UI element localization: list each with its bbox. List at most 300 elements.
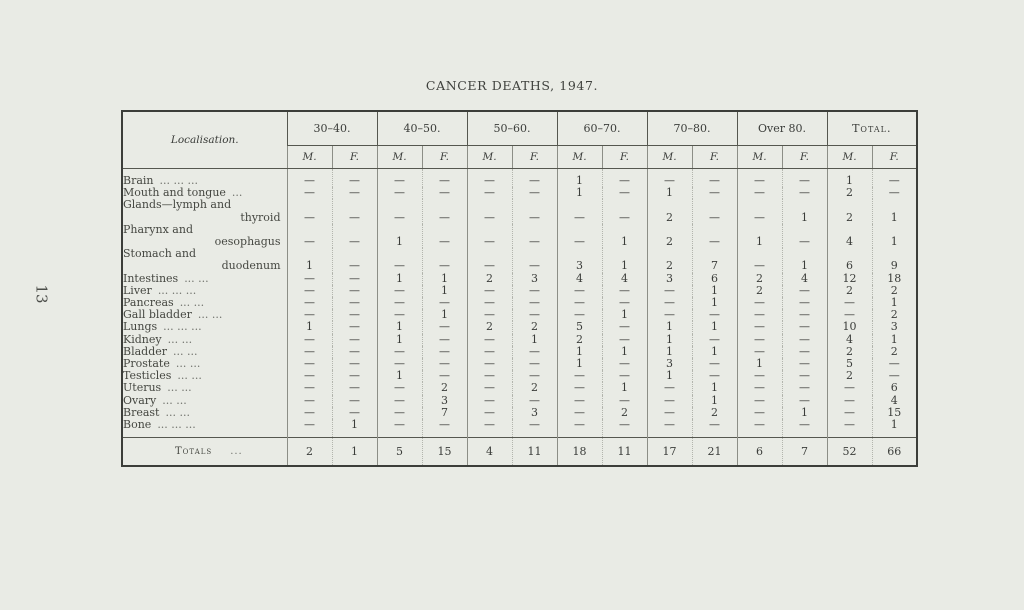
table-cell: — xyxy=(782,187,827,199)
table-cell: 4 xyxy=(827,334,872,346)
table-cell: 1 xyxy=(647,334,692,346)
table-cell: — xyxy=(737,169,782,188)
table-cell: — xyxy=(782,419,827,438)
table-cell: — xyxy=(467,224,512,248)
table-cell: — xyxy=(332,224,377,248)
table-cell: 5 xyxy=(827,358,872,370)
table-cell: — xyxy=(377,297,422,309)
table-cell: 4 xyxy=(872,395,917,407)
table-cell: 2 xyxy=(647,199,692,223)
table-cell: — xyxy=(332,169,377,188)
table-cell: — xyxy=(467,407,512,419)
table-cell: — xyxy=(512,370,557,382)
table-cell: 1 xyxy=(377,370,422,382)
table-cell: — xyxy=(647,297,692,309)
table-cell: 10 xyxy=(827,321,872,333)
table-cell: — xyxy=(332,273,377,285)
table-cell: — xyxy=(332,407,377,419)
table-cell: — xyxy=(557,224,602,248)
table-cell: — xyxy=(467,419,512,438)
table-cell: — xyxy=(377,285,422,297)
table-cell: 1 xyxy=(557,358,602,370)
table-cell: 2 xyxy=(467,321,512,333)
row-label-text: Bladder xyxy=(123,344,168,358)
table-cell: — xyxy=(647,382,692,394)
leader-dots: ... ... xyxy=(162,393,187,407)
table-cell: — xyxy=(377,382,422,394)
table-cell: — xyxy=(827,407,872,419)
sex-header: M. xyxy=(287,146,332,169)
table-cell: — xyxy=(332,370,377,382)
row-label-text: Bone xyxy=(123,418,152,432)
table-cell: — xyxy=(602,169,647,188)
table-cell: — xyxy=(602,285,647,297)
table-cell: — xyxy=(872,187,917,199)
table-cell: — xyxy=(512,199,557,223)
table-row xyxy=(122,358,917,370)
table-cell: — xyxy=(467,346,512,358)
table-cell: — xyxy=(332,346,377,358)
age-group-header: 50–60. xyxy=(467,111,557,146)
table-row xyxy=(122,334,917,346)
table-cell: 1 xyxy=(737,358,782,370)
table-cell: — xyxy=(557,407,602,419)
table-cell: — xyxy=(737,395,782,407)
total-cell: 21 xyxy=(692,438,737,467)
table-cell: — xyxy=(332,382,377,394)
table-cell: 1 xyxy=(602,346,647,358)
table-cell: 4 xyxy=(602,273,647,285)
sex-header: M. xyxy=(737,146,782,169)
table-row xyxy=(122,309,917,321)
table-cell: 1 xyxy=(692,321,737,333)
table-cell: — xyxy=(737,334,782,346)
table-cell: — xyxy=(647,407,692,419)
table-cell: — xyxy=(737,346,782,358)
table-cell: — xyxy=(557,382,602,394)
table-cell: — xyxy=(647,169,692,188)
table-cell: — xyxy=(647,395,692,407)
table-cell: — xyxy=(377,395,422,407)
table-row xyxy=(122,321,917,333)
row-label-text: Stomach and xyxy=(123,247,196,261)
table-cell: — xyxy=(377,407,422,419)
row-label-text: Liver xyxy=(123,283,152,297)
table-cell: — xyxy=(287,419,332,438)
row-label-text: Breast xyxy=(123,405,160,419)
table-cell: — xyxy=(692,199,737,223)
table-cell: — xyxy=(872,370,917,382)
table-row xyxy=(122,248,917,272)
table-cell: — xyxy=(737,187,782,199)
table-cell: — xyxy=(377,248,422,272)
table-cell: 2 xyxy=(827,199,872,223)
table-row xyxy=(122,297,917,309)
table-cell: — xyxy=(782,321,827,333)
leader-dots: ... ... xyxy=(179,296,205,310)
table-cell: 9 xyxy=(872,248,917,272)
table-cell: — xyxy=(377,358,422,370)
table-cell: 1 xyxy=(557,346,602,358)
total-cell: 11 xyxy=(602,438,647,467)
table-cell: — xyxy=(422,346,467,358)
table-cell: 2 xyxy=(827,346,872,358)
table-cell: — xyxy=(332,321,377,333)
table-cell: 1 xyxy=(557,187,602,199)
table-cell: 1 xyxy=(647,346,692,358)
row-label-text: Testicles xyxy=(123,369,172,383)
table-cell: — xyxy=(287,395,332,407)
table-cell: — xyxy=(782,370,827,382)
table-cell: 1 xyxy=(782,407,827,419)
table-cell: 1 xyxy=(782,199,827,223)
table-cell: 2 xyxy=(827,285,872,297)
cancer-deaths-table xyxy=(121,110,918,467)
table-cell: — xyxy=(512,346,557,358)
table-cell: — xyxy=(557,285,602,297)
table-cell: — xyxy=(737,248,782,272)
table-cell: — xyxy=(782,395,827,407)
row-label xyxy=(122,169,287,188)
table-cell: 3 xyxy=(647,358,692,370)
age-group-header: 40–50. xyxy=(377,111,467,146)
table-cell: — xyxy=(602,297,647,309)
total-cell: 6 xyxy=(737,438,782,467)
table-cell: 1 xyxy=(872,419,917,438)
table-cell: — xyxy=(467,285,512,297)
sex-header: F. xyxy=(602,146,647,169)
table-cell: 1 xyxy=(422,273,467,285)
table-cell: 4 xyxy=(782,273,827,285)
table-cell: — xyxy=(467,382,512,394)
table-cell: 1 xyxy=(692,395,737,407)
leader-dots: ... ... ... xyxy=(157,418,196,432)
table-cell: 6 xyxy=(692,273,737,285)
table-cell: 1 xyxy=(422,309,467,321)
table-cell: — xyxy=(557,370,602,382)
table-cell: 1 xyxy=(377,273,422,285)
table-cell: — xyxy=(782,334,827,346)
table-cell: — xyxy=(782,358,827,370)
table-cell: 1 xyxy=(287,248,332,272)
table-cell: — xyxy=(287,309,332,321)
total-cell: 17 xyxy=(647,438,692,467)
table-cell: — xyxy=(287,334,332,346)
table-cell: — xyxy=(692,309,737,321)
table-cell: — xyxy=(692,224,737,248)
row-label xyxy=(122,224,287,248)
table-cell: 2 xyxy=(737,285,782,297)
total-cell: 18 xyxy=(557,438,602,467)
table-cell: — xyxy=(332,395,377,407)
table-cell: 1 xyxy=(377,334,422,346)
row-label-text: Ovary xyxy=(123,393,157,407)
table-cell: 1 xyxy=(872,297,917,309)
table-cell: — xyxy=(512,297,557,309)
table-cell: — xyxy=(422,199,467,223)
table-cell: 2 xyxy=(422,382,467,394)
localisation-header: Localisation. xyxy=(122,111,287,169)
row-label-text: Pancreas xyxy=(123,296,174,310)
table-cell: — xyxy=(692,358,737,370)
table-cell: — xyxy=(332,285,377,297)
table-cell: — xyxy=(512,419,557,438)
table-cell: — xyxy=(692,334,737,346)
table-cell: 1 xyxy=(647,187,692,199)
table-cell: — xyxy=(287,224,332,248)
table-cell: — xyxy=(737,199,782,223)
table-cell: 1 xyxy=(872,199,917,223)
table-cell: 15 xyxy=(872,407,917,419)
table-cell: 1 xyxy=(872,224,917,248)
table-cell: — xyxy=(827,382,872,394)
total-cell: 1 xyxy=(332,438,377,467)
leader-dots: ... ... ... xyxy=(163,320,202,334)
table-cell: — xyxy=(782,346,827,358)
row-label xyxy=(122,419,287,438)
table-cell: — xyxy=(422,248,467,272)
table-cell: — xyxy=(287,358,332,370)
table-cell: — xyxy=(827,309,872,321)
table-cell: — xyxy=(422,334,467,346)
table-cell: — xyxy=(782,382,827,394)
table-cell: 1 xyxy=(692,382,737,394)
table-row xyxy=(122,187,917,199)
table-cell: — xyxy=(557,297,602,309)
leader-dots: ... ... xyxy=(177,369,202,383)
age-group-header-row xyxy=(122,111,917,146)
table-row xyxy=(122,224,917,248)
table-cell: — xyxy=(332,309,377,321)
table-cell: 3 xyxy=(872,321,917,333)
table-cell: — xyxy=(647,309,692,321)
total-cell: 4 xyxy=(467,438,512,467)
total-cell: 5 xyxy=(377,438,422,467)
table-cell: — xyxy=(512,169,557,188)
table-cell: — xyxy=(692,169,737,188)
table-cell: 2 xyxy=(872,285,917,297)
table-cell: 2 xyxy=(512,382,557,394)
table-cell: 4 xyxy=(827,224,872,248)
leader-dots: ... ... xyxy=(173,344,198,358)
table-cell: — xyxy=(557,199,602,223)
leader-dots: ... ... xyxy=(167,332,193,346)
table-cell: 2 xyxy=(827,187,872,199)
table-cell: — xyxy=(692,419,737,438)
table-cell: — xyxy=(467,248,512,272)
leader-dots: ... ... xyxy=(184,271,209,285)
table-cell: — xyxy=(377,169,422,188)
table-cell: — xyxy=(602,334,647,346)
age-group-header: Over 80. xyxy=(737,111,827,146)
leader-dots: ... ... xyxy=(197,308,223,322)
table-cell: — xyxy=(647,285,692,297)
table-cell: 4 xyxy=(557,273,602,285)
row-label-text: Kidney xyxy=(123,332,162,346)
leader-dots: ... ... xyxy=(165,405,190,419)
row-label-text: Brain xyxy=(123,174,154,187)
table-row xyxy=(122,346,917,358)
table-cell: 2 xyxy=(557,334,602,346)
table-cell: — xyxy=(467,169,512,188)
sex-header: M. xyxy=(647,146,692,169)
table-cell: — xyxy=(512,395,557,407)
table-cell: 7 xyxy=(422,407,467,419)
table-cell: — xyxy=(692,370,737,382)
sex-header: M. xyxy=(827,146,872,169)
table-cell: — xyxy=(512,309,557,321)
table-cell: 2 xyxy=(737,273,782,285)
table-cell: 1 xyxy=(647,370,692,382)
table-cell: — xyxy=(377,419,422,438)
row-label-continuation: thyroid xyxy=(240,210,281,224)
total-cell: 7 xyxy=(782,438,827,467)
table-cell: 2 xyxy=(827,370,872,382)
leader-dots: ... ... xyxy=(167,381,192,395)
table-row xyxy=(122,285,917,297)
total-cell: 52 xyxy=(827,438,872,467)
table-cell: 1 xyxy=(647,321,692,333)
table-cell: — xyxy=(467,297,512,309)
row-label xyxy=(122,199,287,223)
row-label-text: Prostate xyxy=(123,357,170,371)
table-cell: — xyxy=(287,199,332,223)
table-cell: — xyxy=(422,358,467,370)
table-cell: — xyxy=(287,297,332,309)
row-label-text: Gall bladder xyxy=(123,308,192,322)
table-cell: — xyxy=(422,169,467,188)
table-cell: — xyxy=(467,187,512,199)
table-cell: — xyxy=(287,407,332,419)
table-cell: 3 xyxy=(512,407,557,419)
table-cell: — xyxy=(287,285,332,297)
leader-dots: ... ... ... xyxy=(157,283,197,297)
table-cell: — xyxy=(332,297,377,309)
age-group-header: 70–80. xyxy=(647,111,737,146)
table-cell: — xyxy=(602,187,647,199)
leader-dots: ... xyxy=(230,445,243,457)
age-group-header: 30–40. xyxy=(287,111,377,146)
table-cell: — xyxy=(737,407,782,419)
sex-header: F. xyxy=(422,146,467,169)
leader-dots: ... xyxy=(231,186,243,200)
table-cell: — xyxy=(737,419,782,438)
leader-dots: ... ... xyxy=(175,357,201,371)
table-cell: — xyxy=(737,370,782,382)
table-cell: 1 xyxy=(287,321,332,333)
table-row xyxy=(122,169,917,188)
table-cell: — xyxy=(782,169,827,188)
table-row xyxy=(122,419,917,438)
table-cell: 7 xyxy=(692,248,737,272)
table-cell: 1 xyxy=(332,419,377,438)
table-row xyxy=(122,370,917,382)
table-cell: — xyxy=(422,224,467,248)
table-cell: — xyxy=(332,187,377,199)
table-row xyxy=(122,407,917,419)
table-cell: — xyxy=(287,382,332,394)
table-cell: — xyxy=(332,334,377,346)
sex-header: F. xyxy=(512,146,557,169)
table-cell: — xyxy=(692,187,737,199)
row-label-text: Mouth and tongue xyxy=(123,186,226,200)
table-cell: — xyxy=(287,187,332,199)
table-cell: 1 xyxy=(737,224,782,248)
table-cell: 2 xyxy=(512,321,557,333)
table-cell: 18 xyxy=(872,273,917,285)
table-cell: — xyxy=(422,297,467,309)
table-cell: 3 xyxy=(647,273,692,285)
table-cell: 12 xyxy=(827,273,872,285)
table-cell: 2 xyxy=(647,224,692,248)
leader-dots: ... ... ... xyxy=(159,174,198,187)
table-cell: — xyxy=(557,395,602,407)
table-cell: — xyxy=(467,358,512,370)
table-row xyxy=(122,395,917,407)
table-cell: — xyxy=(332,358,377,370)
table-cell: 2 xyxy=(872,346,917,358)
table-cell: — xyxy=(467,370,512,382)
row-label-continuation: oesophagus xyxy=(214,235,281,249)
table-cell: — xyxy=(782,297,827,309)
table-cell: — xyxy=(467,199,512,223)
table-cell: — xyxy=(422,321,467,333)
table-cell: 1 xyxy=(602,309,647,321)
totals-label xyxy=(122,438,287,467)
table-cell: 3 xyxy=(422,395,467,407)
table-cell: 1 xyxy=(602,382,647,394)
table-cell: 1 xyxy=(512,334,557,346)
table-cell: 3 xyxy=(512,273,557,285)
table-cell: — xyxy=(332,199,377,223)
table-cell: 1 xyxy=(872,334,917,346)
table-cell: — xyxy=(512,358,557,370)
table-cell: — xyxy=(287,273,332,285)
totals-label-text: Totals xyxy=(175,445,213,457)
table-cell: — xyxy=(737,297,782,309)
table-cell: — xyxy=(287,346,332,358)
table-cell: — xyxy=(467,309,512,321)
table-cell: — xyxy=(602,321,647,333)
table-cell: — xyxy=(782,285,827,297)
table-cell: — xyxy=(602,199,647,223)
totals-row xyxy=(122,438,917,467)
table-cell: — xyxy=(287,370,332,382)
row-label-text: Pharynx and xyxy=(123,222,193,236)
table-cell: — xyxy=(422,419,467,438)
table-cell: — xyxy=(602,419,647,438)
table-cell: 1 xyxy=(377,321,422,333)
page-title: CANCER DEATHS, 1947. xyxy=(425,78,599,93)
table-row xyxy=(122,382,917,394)
table-cell: — xyxy=(602,395,647,407)
table-cell: — xyxy=(467,395,512,407)
table-cell: — xyxy=(827,419,872,438)
table-cell: — xyxy=(512,248,557,272)
table-cell: 1 xyxy=(692,285,737,297)
table-cell: 3 xyxy=(557,248,602,272)
row-label-text: Glands—lymph and xyxy=(123,198,232,212)
table-cell: — xyxy=(512,224,557,248)
sex-header: F. xyxy=(692,146,737,169)
age-group-header: 60–70. xyxy=(557,111,647,146)
table-cell: — xyxy=(557,309,602,321)
table-cell: — xyxy=(827,297,872,309)
table-row xyxy=(122,199,917,223)
table-cell: — xyxy=(647,419,692,438)
row-label-continuation: duodenum xyxy=(221,259,281,273)
table-cell: — xyxy=(602,358,647,370)
